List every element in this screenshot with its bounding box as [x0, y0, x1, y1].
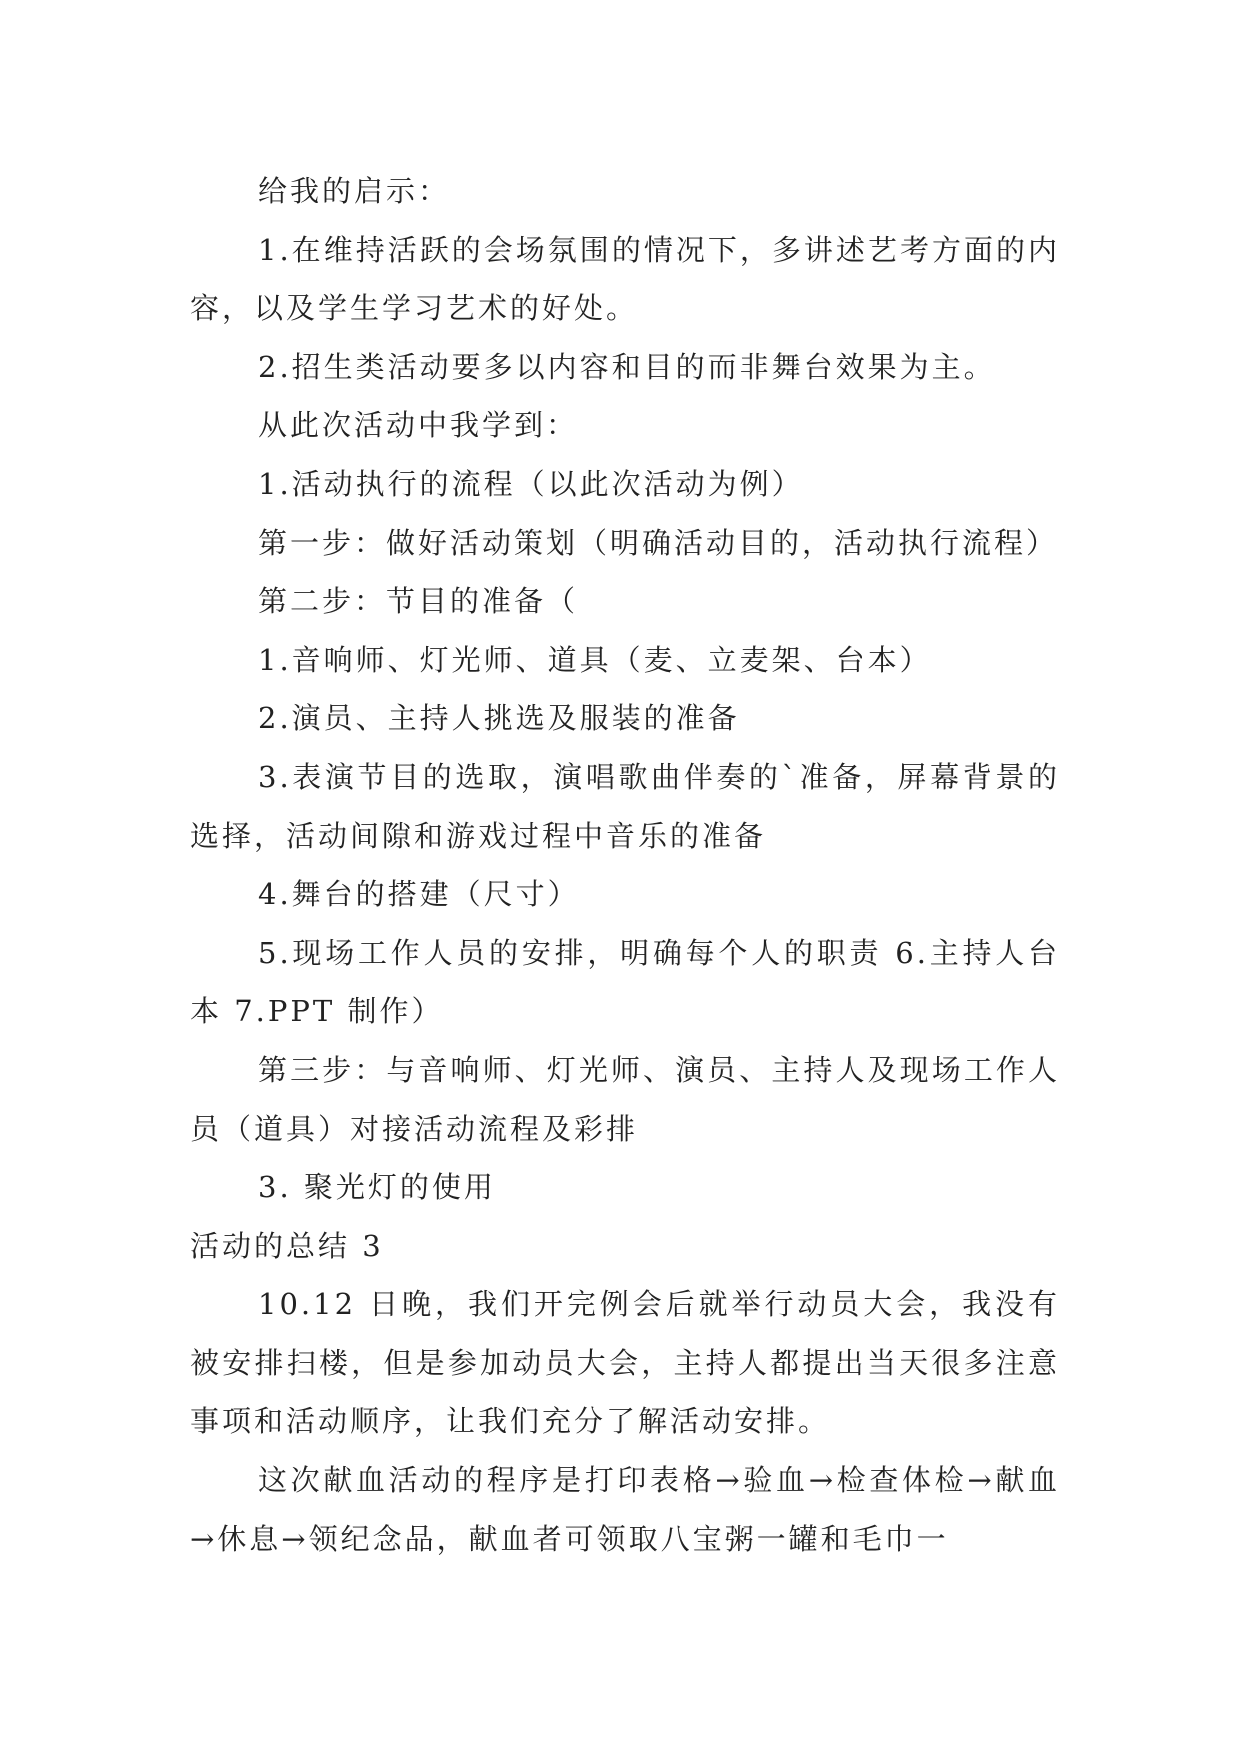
- paragraph-step-2: 第二步：节目的准备（: [258, 584, 579, 619]
- paragraph-inspiration-1: 1.在维持活跃的会场氛围的情况下，多讲述艺考方面的内容，以及学生学习艺术的好处。: [190, 232, 1060, 326]
- paragraph-donation-process: 这次献血活动的程序是打印表格→验血→检查体检→献血→休息→领纪念品，献血者可领取八宝粥一罐和毛巾一: [190, 1463, 1060, 1556]
- paragraph-step-2-item-2: 2.演员、主持人挑选及服装的准备: [258, 701, 740, 736]
- paragraph-step-2-item-5: 5.现场工作人员的安排，明确每个人的职责 6.主持人台本 7.PPT 制作）: [190, 935, 1060, 1029]
- paragraph-mobilization: 10.12 日晚，我们开完例会后就举行动员大会，我没有被安排扫楼，但是参加动员大会，主持人都提出当天很多注意事项和活动顺序，让我们充分了解活动安排。: [190, 1287, 1060, 1439]
- paragraph-inspiration-heading: 给我的启示：: [258, 174, 451, 208]
- paragraph-step-2-item-3: 3.表演节目的选取，演唱歌曲伴奏的`准备，屏幕背景的选择，活动间隙和游戏过程中音乐的准备: [190, 759, 1060, 853]
- paragraph-learned-heading: 从此次活动中我学到：: [258, 408, 579, 443]
- document-body: [190, 162, 1060, 1568]
- paragraph-inspiration-2: 2.招生类活动要多以内容和目的而非舞台效果为主。: [258, 349, 996, 384]
- paragraph-step-1: 第一步：做好活动策划（明确活动目的，活动执行流程）: [258, 525, 1059, 560]
- paragraph-process-title: 1.活动执行的流程（以此次活动为例）: [258, 466, 804, 501]
- section-heading: 活动的总结 3: [190, 1228, 384, 1263]
- paragraph-step-2-item-4: 4.舞台的搭建（尺寸）: [258, 877, 580, 912]
- paragraph-step-3: 第三步：与音响师、灯光师、演员、主持人及现场工作人员（道具）对接活动流程及彩排: [190, 1052, 1060, 1146]
- paragraph-spotlight: 3. 聚光灯的使用: [258, 1170, 496, 1205]
- paragraph-step-2-item-1: 1.音响师、灯光师、道具（麦、立麦架、台本）: [258, 642, 932, 677]
